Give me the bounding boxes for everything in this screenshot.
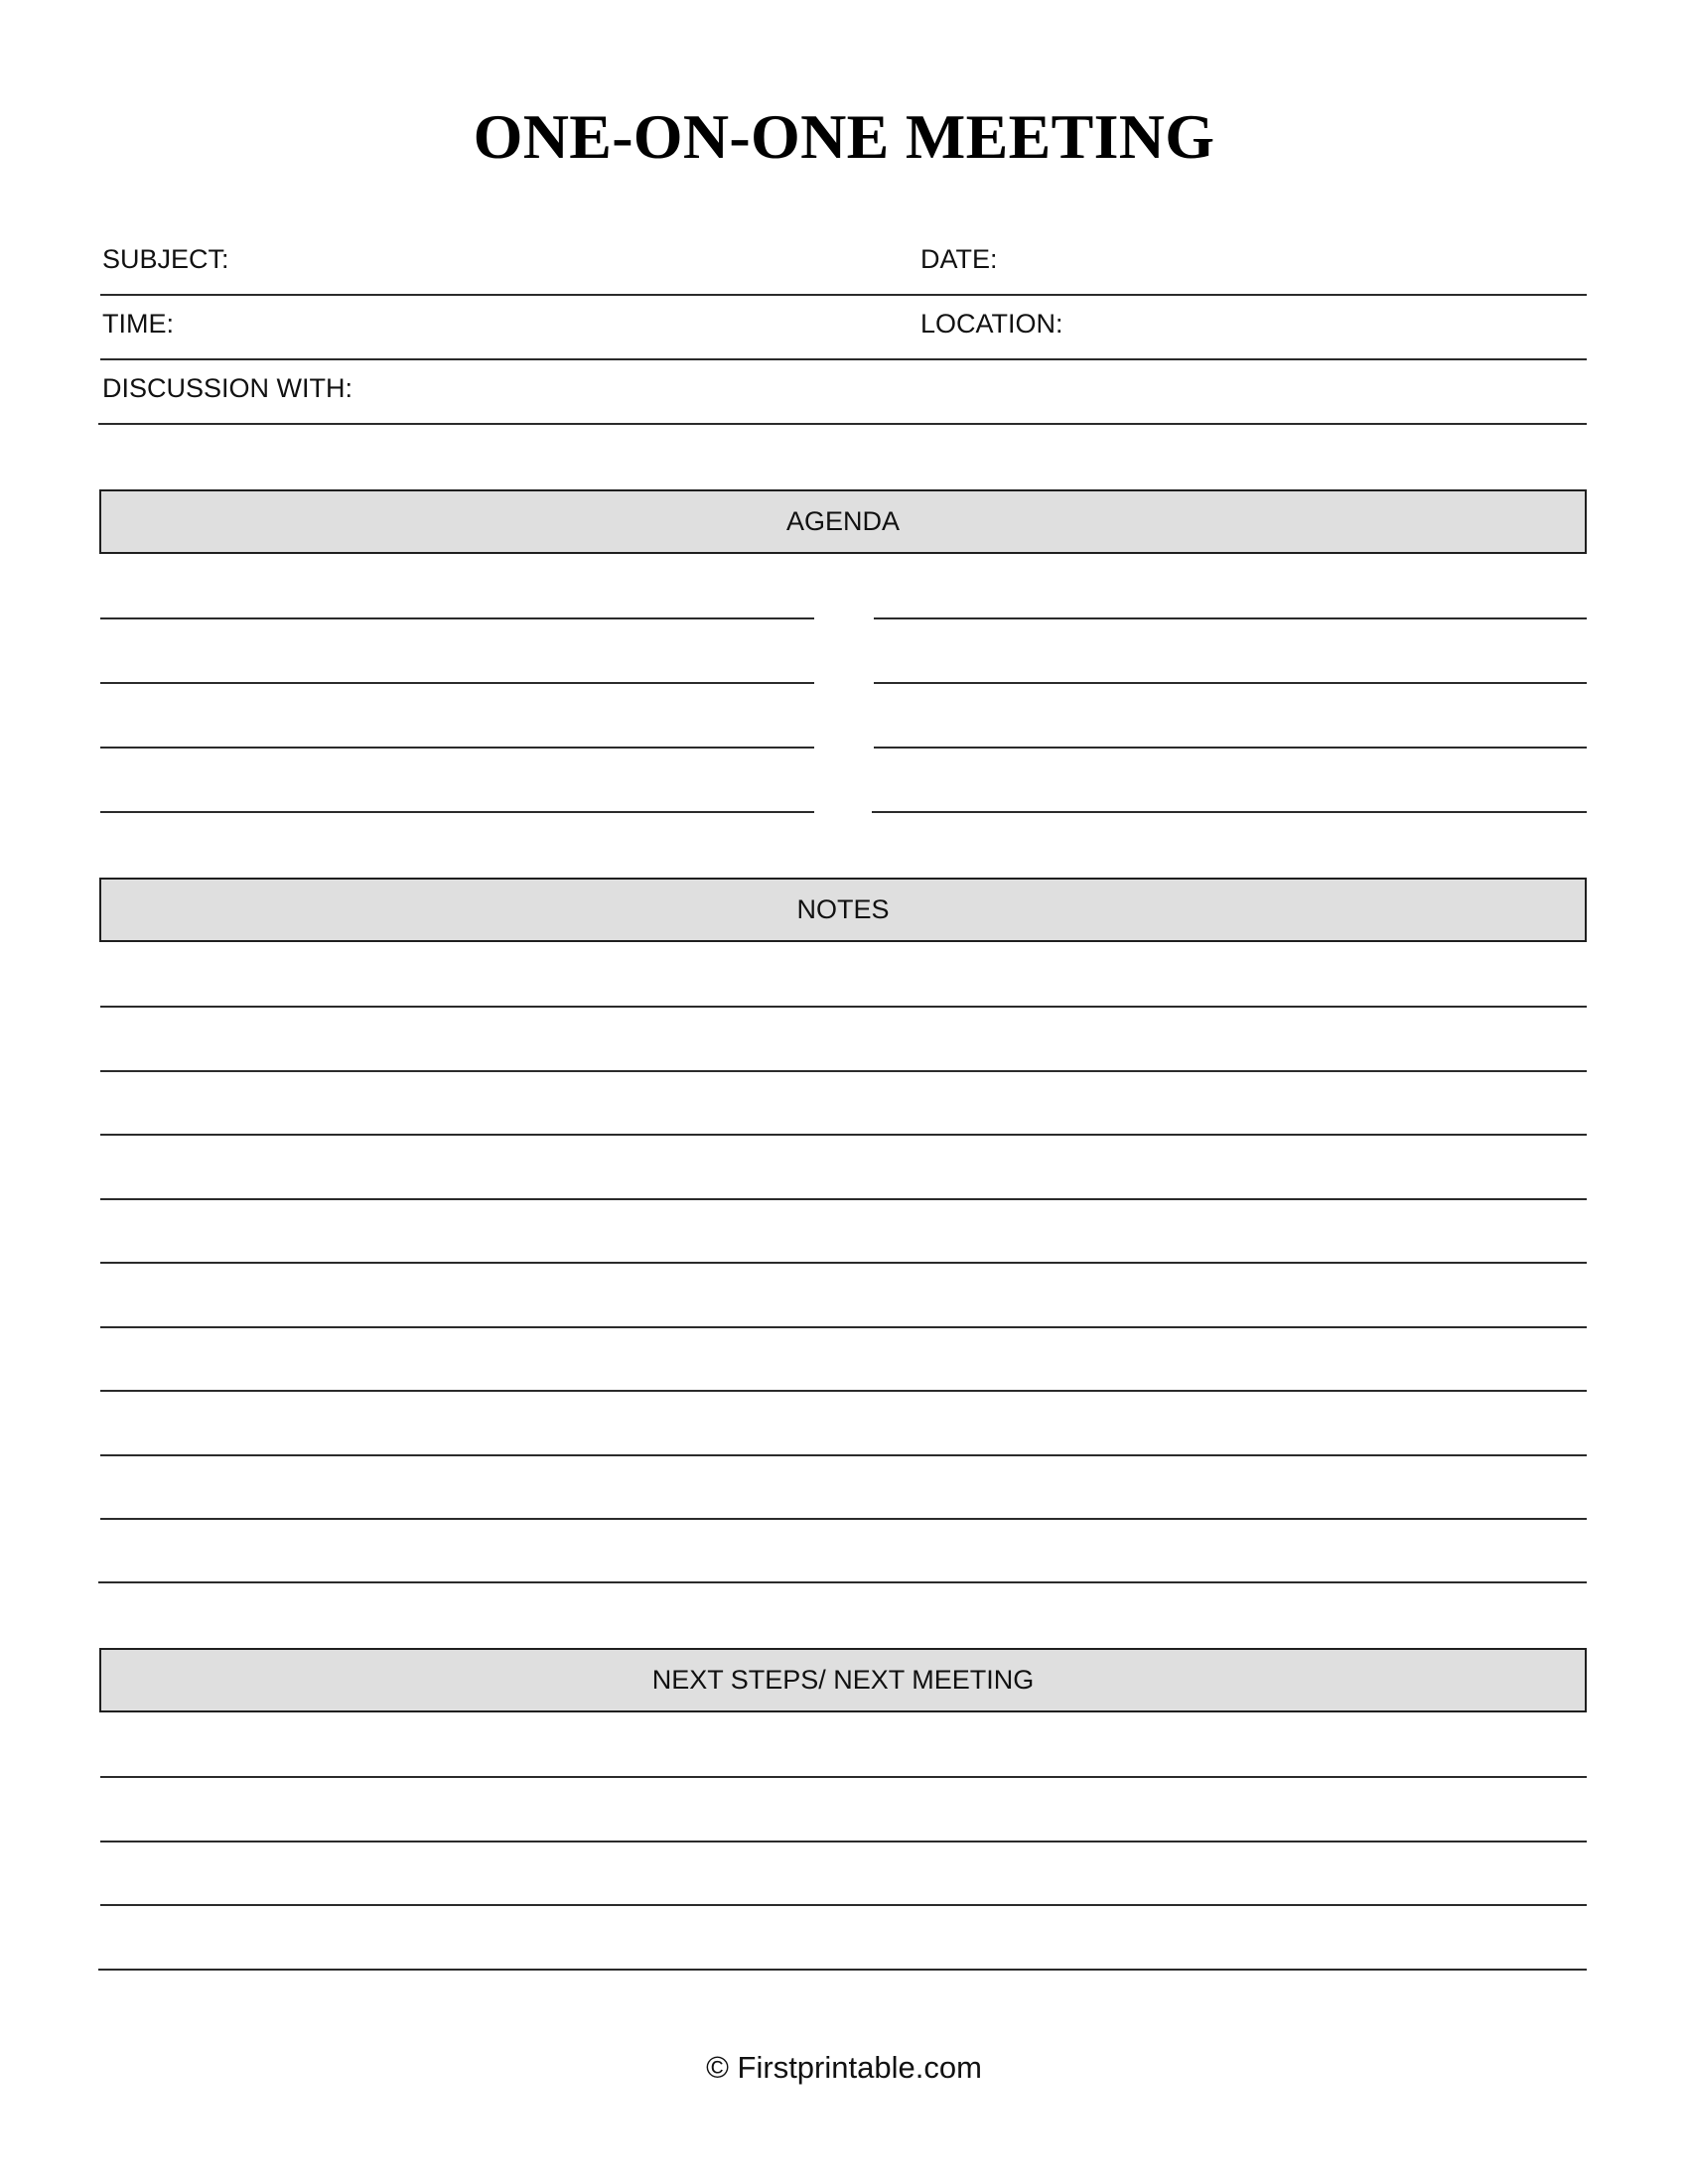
time-location-line[interactable] — [100, 358, 1587, 360]
agenda-line-left[interactable] — [100, 811, 814, 813]
agenda-line-right[interactable] — [874, 617, 1587, 619]
agenda-header — [99, 489, 1587, 554]
next-steps-header-label: NEXT STEPS/ NEXT MEETING — [651, 1665, 1035, 1695]
agenda-line-left[interactable] — [100, 617, 814, 619]
notes-line[interactable] — [100, 1390, 1587, 1392]
agenda-line-left[interactable] — [100, 747, 814, 749]
agenda-line-right[interactable] — [874, 747, 1587, 749]
next-steps-line[interactable] — [100, 1904, 1587, 1906]
date-label: DATE: — [920, 244, 998, 274]
notes-line[interactable] — [100, 1006, 1587, 1008]
next-steps-line[interactable] — [98, 1969, 1587, 1971]
notes-line[interactable] — [100, 1198, 1587, 1200]
footer-copyright: © Firstprintable.com — [706, 2050, 982, 2085]
next-steps-line[interactable] — [100, 1841, 1587, 1843]
agenda-line-right[interactable] — [872, 811, 1587, 813]
notes-line[interactable] — [100, 1454, 1587, 1456]
notes-line[interactable] — [100, 1262, 1587, 1264]
notes-header-label: NOTES — [796, 894, 890, 924]
agenda-line-left[interactable] — [100, 682, 814, 684]
subject-date-line[interactable] — [100, 294, 1587, 296]
notes-line[interactable] — [98, 1581, 1587, 1583]
notes-line[interactable] — [100, 1070, 1587, 1072]
notes-line[interactable] — [100, 1134, 1587, 1136]
notes-header — [99, 878, 1587, 942]
location-label: LOCATION: — [920, 309, 1063, 339]
notes-line[interactable] — [100, 1518, 1587, 1520]
agenda-header-label: AGENDA — [785, 506, 901, 536]
notes-line[interactable] — [100, 1326, 1587, 1328]
agenda-line-right[interactable] — [874, 682, 1587, 684]
next-steps-line[interactable] — [100, 1776, 1587, 1778]
page-title: ONE-ON-ONE MEETING — [473, 101, 1215, 172]
time-label: TIME: — [102, 309, 174, 339]
subject-label: SUBJECT: — [102, 244, 229, 274]
next-steps-header — [99, 1648, 1587, 1712]
discussion-with-label: DISCUSSION WITH: — [102, 373, 353, 403]
discussion-with-line[interactable] — [98, 423, 1587, 425]
